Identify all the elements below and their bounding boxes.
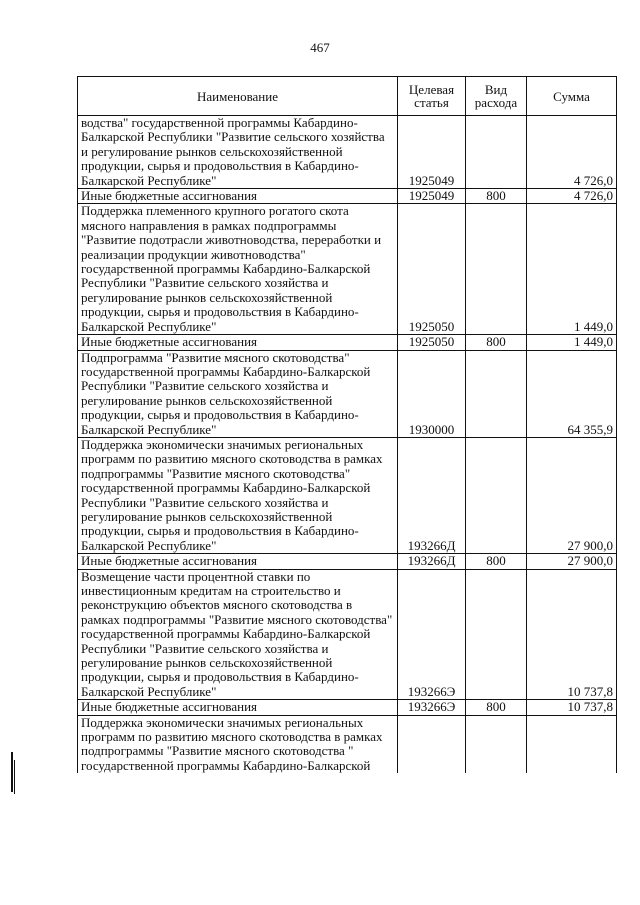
row-name: Возмещение части процентной ставки по инвестиционным кредитам на строительство и реконструкцию объектов мясного скотоводства в рамках подпрограммы "Развитие мясного скотоводства" государственной программы Кабардино-Балкарской Республики "Развитие сельского хозяйства и регулирование рынков сельскохозяйственной продукции, сырья и продовольствия в Кабардино-Балкарской Республике": [78, 569, 398, 700]
row-name: Иные бюджетные ассигнования: [78, 335, 398, 350]
row-name: Иные бюджетные ассигнования: [78, 189, 398, 204]
row-type: 800: [466, 700, 527, 715]
table-row: [78, 335, 617, 350]
row-code: [398, 715, 466, 773]
row-code: 1925049: [398, 189, 466, 204]
row-sum: 27 900,0: [527, 554, 617, 569]
row-sum: 1 449,0: [527, 335, 617, 350]
row-code: 1925049: [398, 116, 466, 189]
row-code: 1930000: [398, 350, 466, 437]
margin-scan-mark: [14, 760, 15, 794]
row-type: 800: [466, 189, 527, 204]
row-name: Поддержка племенного крупного рогатого скота мясного направления в рамках подпрограммы "Развитие подотрасли животноводства, переработки и реализации продукции животноводства" государственной программы Кабардино-Балкарской Республики "Развитие сельского хозяйства и регулирование рынков сельскохозяйственной продукции, сырья и продовольствия в Кабардино-Балкарской Республике": [78, 204, 398, 335]
table-row: [78, 350, 617, 437]
row-type: 800: [466, 335, 527, 350]
table-row: [78, 554, 617, 569]
row-sum: 4 726,0: [527, 116, 617, 189]
table-header-row: [78, 77, 617, 116]
row-name: Поддержка экономически значимых региональных программ по развитию мясного скотоводства в рамках подпрограммы "Развитие мясного скотоводства" государственной программы Кабардино-Балкарской Республики "Развитие сельского хозяйства и регулирование рынков сельскохозяйственной продукции, сырья и продовольствия в Кабардино-Балкарской Республике": [78, 437, 398, 553]
table-row: [78, 715, 617, 773]
row-type: [466, 204, 527, 335]
table-row: [78, 189, 617, 204]
header-sum: Сумма: [527, 77, 617, 116]
table-row: [78, 116, 617, 189]
table-row: [78, 204, 617, 335]
row-code: 1925050: [398, 335, 466, 350]
row-sum: 1 449,0: [527, 204, 617, 335]
header-name: Наименование: [78, 77, 398, 116]
row-sum: [527, 715, 617, 773]
header-type: Вид расхода: [466, 77, 527, 116]
row-sum: 4 726,0: [527, 189, 617, 204]
row-type: [466, 350, 527, 437]
table-row: [78, 437, 617, 553]
row-sum: 64 355,9: [527, 350, 617, 437]
row-type: [466, 116, 527, 189]
row-code: 193266Д: [398, 554, 466, 569]
row-name: Подпрограмма "Развитие мясного скотоводства" государственной программы Кабардино-Балкарской Республики "Развитие сельского хозяйства и регулирование рынков сельскохозяйственной продукции, сырья и продовольствия в Кабардино-Балкарской Республике": [78, 350, 398, 437]
row-sum: 27 900,0: [527, 437, 617, 553]
row-sum: 10 737,8: [527, 569, 617, 700]
row-name: Иные бюджетные ассигнования: [78, 554, 398, 569]
margin-scan-mark: [11, 752, 13, 792]
row-type: [466, 569, 527, 700]
header-code: Целевая статья: [398, 77, 466, 116]
row-sum: 10 737,8: [527, 700, 617, 715]
row-type: 800: [466, 554, 527, 569]
page-number: 467: [310, 40, 330, 55]
row-name: водства" государственной программы Кабардино-Балкарской Республики "Развитие сельского хозяйства и регулирование рынков сельскохозяйственной продукции, сырья и продовольствия в Кабардино-Балкарской Республике": [78, 116, 398, 189]
table-row: [78, 569, 617, 700]
row-code: 1925050: [398, 204, 466, 335]
row-type: [466, 715, 527, 773]
budget-table: [77, 76, 617, 773]
row-code: 193266Э: [398, 700, 466, 715]
row-name: Иные бюджетные ассигнования: [78, 700, 398, 715]
row-type: [466, 437, 527, 553]
table-row: [78, 700, 617, 715]
row-code: 193266Э: [398, 569, 466, 700]
row-name: Поддержка экономически значимых региональных программ по развитию мясного скотоводства в рамках подпрограммы "Развитие мясного скотоводства " государственной программы Кабардино-Балкарской: [78, 715, 398, 773]
row-code: 193266Д: [398, 437, 466, 553]
